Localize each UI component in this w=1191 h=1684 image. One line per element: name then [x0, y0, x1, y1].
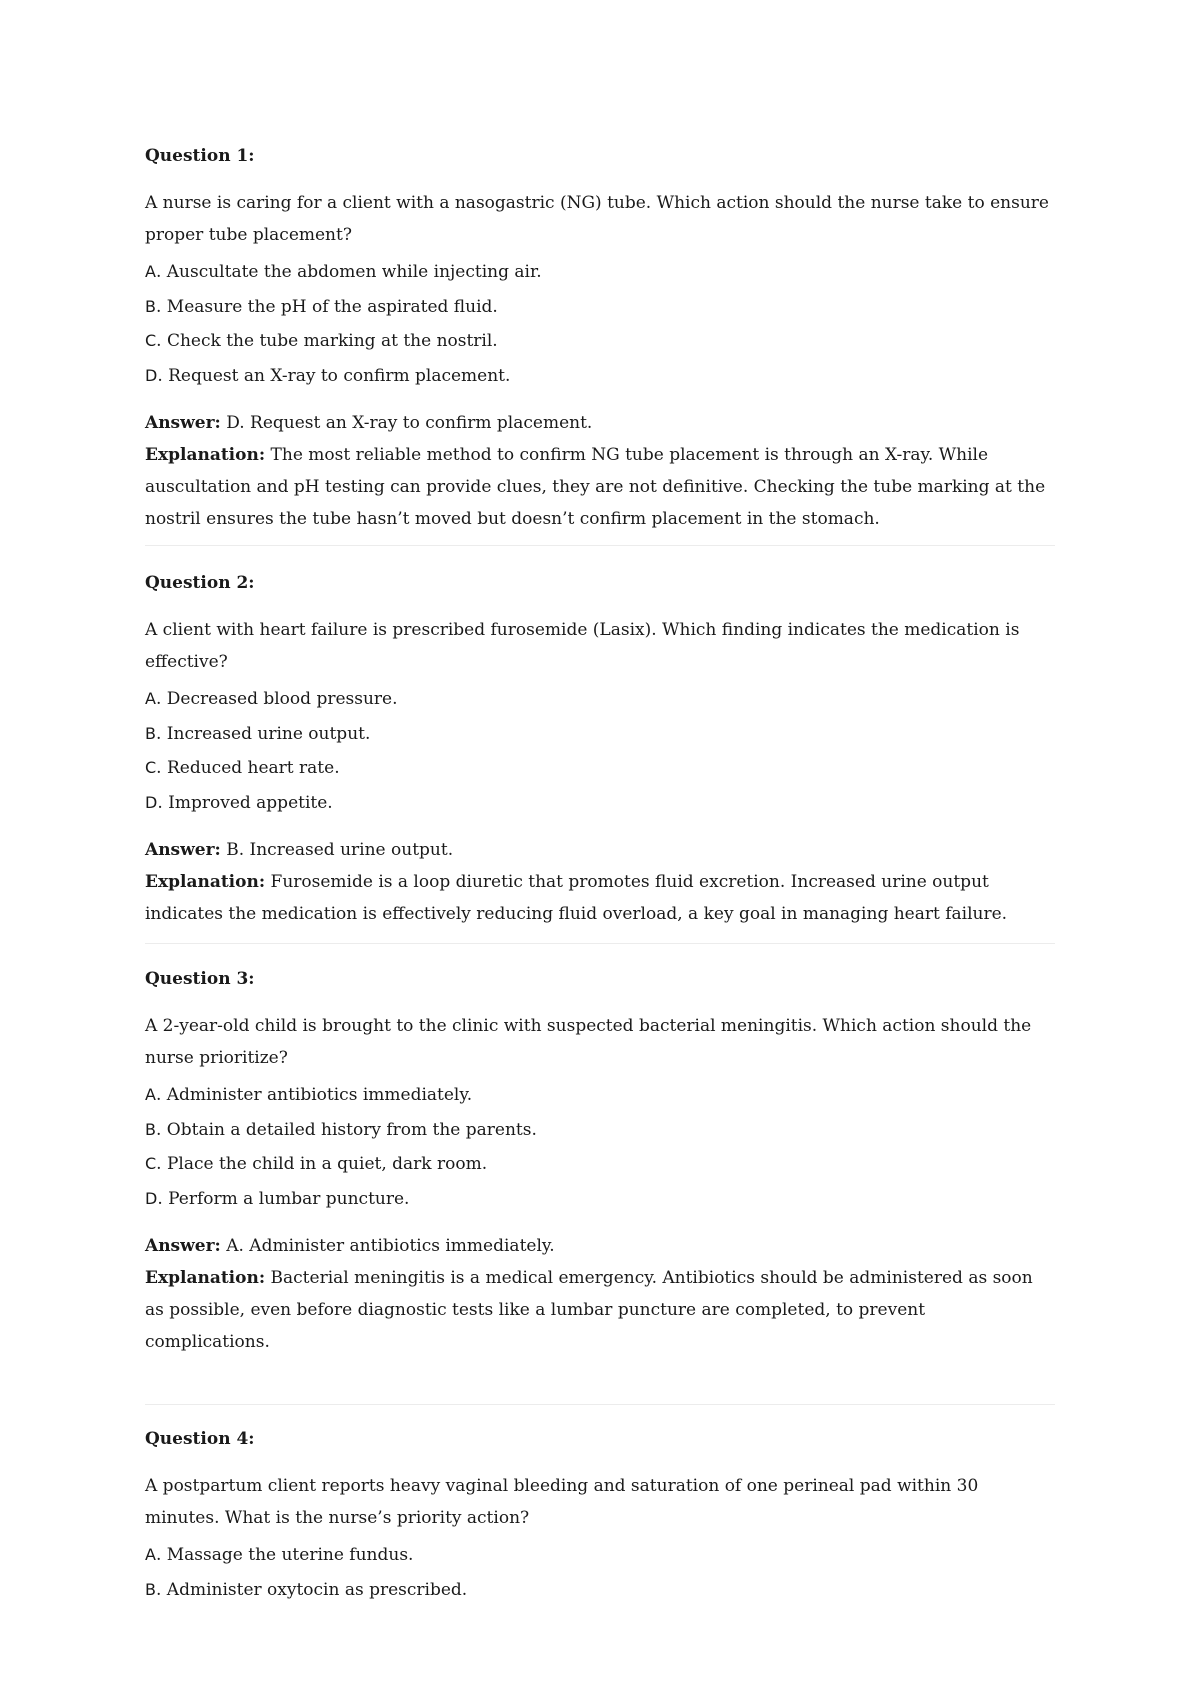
option-d: D. Request an X-ray to confirm placement.	[145, 365, 511, 386]
section-divider	[145, 943, 1055, 944]
answer-line: Answer: D. Request an X-ray to confirm placement.	[145, 413, 593, 433]
question-3	[145, 968, 1055, 1358]
question-title: Question 2:	[145, 573, 255, 593]
question-stem: A nurse is caring for a client with a nasogastric (NG) tube. Which action should the nurse take to ensure proper tube placement?	[145, 193, 1049, 245]
option-d: D. Improved appetite.	[145, 792, 333, 813]
answer-options	[145, 255, 1055, 393]
option-d: D. Perform a lumbar puncture.	[145, 1188, 410, 1209]
answer-section	[145, 407, 1055, 535]
answer-section	[145, 834, 1055, 930]
option-c: C. Place the child in a quiet, dark room.	[145, 1154, 488, 1174]
answer-section	[145, 1230, 1055, 1358]
explanation-text: Explanation: Bacterial meningitis is a medical emergency. Antibiotics should be administered as soon as possible, even before diagnostic tests like a lumbar puncture are completed, to prevent complications.	[145, 1268, 1033, 1352]
explanation-text: Explanation: The most reliable method to confirm NG tube placement is through an X-ray. While auscultation and pH testing can provide clues, they are not definitive. Checking the tube marking at the nostril ensures the tube hasn’t moved but doesn’t confirm placement in the stomach.	[145, 445, 1046, 529]
answer-options	[145, 1538, 1055, 1607]
answer-line: Answer: A. Administer antibiotics immediately.	[145, 1236, 555, 1256]
option-b: B. Increased urine output.	[145, 723, 371, 744]
option-a: A. Massage the uterine fundus.	[145, 1545, 414, 1565]
option-b: B. Obtain a detailed history from the parents.	[145, 1119, 537, 1140]
question-title: Question 4:	[145, 1429, 255, 1449]
option-b: B. Administer oxytocin as prescribed.	[145, 1579, 468, 1600]
question-stem: A client with heart failure is prescribed furosemide (Lasix). Which finding indicates the medication is effective?	[145, 620, 1020, 672]
explanation-text: Explanation: Furosemide is a loop diuretic that promotes fluid excretion. Increased urine output indicates the medication is effectively reducing fluid overload, a key goal in managing heart failure.	[145, 872, 1008, 924]
question-title: Question 1:	[145, 146, 255, 166]
section-divider	[145, 1404, 1055, 1405]
answer-options	[145, 682, 1055, 820]
question-title: Question 3:	[145, 969, 255, 989]
question-stem: A 2-year-old child is brought to the clinic with suspected bacterial meningitis. Which action should the nurse prioritize?	[145, 1016, 1032, 1068]
option-a: A. Auscultate the abdomen while injecting air.	[145, 262, 542, 282]
section-divider	[145, 545, 1055, 546]
option-c: C. Check the tube marking at the nostril.	[145, 331, 498, 351]
option-b: B. Measure the pH of the aspirated fluid.	[145, 296, 498, 317]
question-4	[145, 1428, 1055, 1607]
question-stem: A postpartum client reports heavy vaginal bleeding and saturation of one perineal pad within 30 minutes. What is the nurse’s priority action?	[145, 1476, 979, 1528]
option-c: C. Reduced heart rate.	[145, 758, 340, 778]
question-1	[145, 145, 1055, 535]
question-2	[145, 572, 1055, 930]
answer-line: Answer: B. Increased urine output.	[145, 840, 454, 860]
option-a: A. Administer antibiotics immediately.	[145, 1085, 473, 1105]
option-a: A. Decreased blood pressure.	[145, 689, 398, 709]
answer-options	[145, 1078, 1055, 1216]
